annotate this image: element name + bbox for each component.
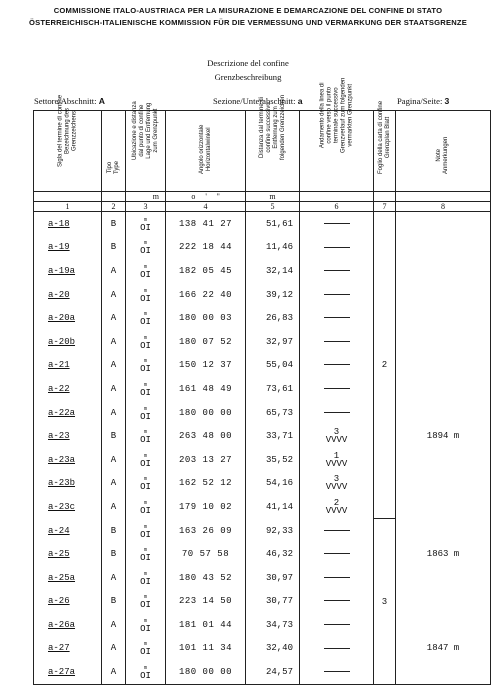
table-row — [34, 283, 491, 307]
table-row — [34, 495, 491, 519]
header-angolo: Angolo orizzontale Horizontalwinkel — [166, 111, 246, 192]
cell-tipo: A — [102, 613, 126, 637]
cell-ubicazione — [126, 424, 166, 448]
cell-distanza: 32,14 — [246, 259, 300, 283]
cell-ubicazione — [126, 212, 166, 236]
page-field — [397, 96, 449, 106]
table-row — [34, 306, 491, 330]
location-code: OI — [140, 293, 151, 304]
location-code: OI — [140, 505, 151, 516]
table-row — [34, 519, 491, 543]
location-marker: m — [143, 617, 147, 624]
cell-tipo: A — [102, 401, 126, 425]
cell-ubicazione — [126, 306, 166, 330]
cell-foglio: 3 — [374, 519, 396, 685]
cell-andamento — [300, 448, 374, 472]
vvvv-symbol: VVVV — [325, 482, 348, 493]
cell-ubicazione — [126, 637, 166, 661]
location-code: OI — [140, 623, 151, 634]
cell-andamento — [300, 236, 374, 260]
document-title-it: Descrizione del confine — [207, 58, 289, 68]
commission-title-it: COMMISSIONE ITALO-AUSTRIACA PER LA MISURAZIONE E DEMARCAZIONE DEL CONFINE DI STATO — [53, 6, 443, 15]
location-marker: m — [143, 476, 147, 483]
section-label: Sezione/Unterabschnitt: — [213, 96, 296, 106]
location-marker: m — [143, 405, 147, 412]
cell-tipo: B — [102, 542, 126, 566]
cell-distanza: 39,12 — [246, 283, 300, 307]
table-row — [34, 637, 491, 661]
cell-ubicazione — [126, 259, 166, 283]
straight-line-icon — [324, 412, 350, 413]
cell-distanza: 35,52 — [246, 448, 300, 472]
cell-distanza: 92,33 — [246, 519, 300, 543]
straight-line-icon — [324, 530, 350, 531]
cell-sigla: a-20 — [34, 283, 102, 307]
cell-sigla: a-20a — [34, 306, 102, 330]
table-row — [34, 424, 491, 448]
straight-line-icon — [324, 270, 350, 271]
table-row — [34, 354, 491, 378]
cell-distanza: 46,32 — [246, 542, 300, 566]
cell-angolo: 101 11 34 — [166, 637, 246, 661]
cell-note — [396, 283, 491, 307]
cell-note — [396, 495, 491, 519]
cell-andamento — [300, 566, 374, 590]
cell-note — [396, 472, 491, 496]
cell-sigla: a-22 — [34, 377, 102, 401]
cell-sigla: a-23b — [34, 472, 102, 496]
cell-tipo: A — [102, 660, 126, 684]
location-marker: m — [143, 216, 147, 223]
location-code: OI — [140, 435, 151, 446]
straight-line-icon — [324, 388, 350, 389]
location-marker: m — [143, 665, 147, 672]
location-marker: m — [143, 594, 147, 601]
location-marker: m — [143, 499, 147, 506]
table-row — [34, 472, 491, 496]
table-row — [34, 259, 491, 283]
line-count: 3 — [333, 427, 340, 438]
table-row — [34, 660, 491, 684]
cell-andamento — [300, 660, 374, 684]
cell-distanza: 11,46 — [246, 236, 300, 260]
cell-ubicazione — [126, 566, 166, 590]
straight-line-icon — [324, 341, 350, 342]
cell-distanza: 54,16 — [246, 472, 300, 496]
cell-tipo: B — [102, 590, 126, 614]
location-marker: m — [143, 381, 147, 388]
table-row — [34, 613, 491, 637]
header-foglio: Foglio della carta di confine Grenzplan Blatt — [374, 111, 396, 192]
cell-distanza: 33,71 — [246, 424, 300, 448]
cell-distanza: 30,97 — [246, 566, 300, 590]
location-code: OI — [140, 458, 151, 469]
location-marker: m — [143, 547, 147, 554]
page-label: Pagina/Seite: — [397, 96, 443, 106]
cell-ubicazione — [126, 613, 166, 637]
cell-angolo: 180 43 52 — [166, 566, 246, 590]
line-count: 3 — [333, 474, 340, 485]
straight-line-icon — [324, 577, 350, 578]
unit-m: m — [126, 192, 166, 202]
cell-note — [396, 306, 491, 330]
cell-note — [396, 377, 491, 401]
cell-ubicazione — [126, 590, 166, 614]
cell-andamento — [300, 424, 374, 448]
cell-sigla: a-23 — [34, 424, 102, 448]
table-row — [34, 401, 491, 425]
document-title-de: Grenzbeschreibung — [214, 72, 282, 82]
cell-tipo: A — [102, 354, 126, 378]
cell-tipo: A — [102, 283, 126, 307]
table-row — [34, 448, 491, 472]
location-marker: m — [143, 523, 147, 530]
location-code: OI — [140, 600, 151, 611]
cell-distanza: 30,77 — [246, 590, 300, 614]
section-value: a — [297, 96, 303, 106]
location-code: OI — [140, 576, 151, 587]
cell-tipo: A — [102, 637, 126, 661]
cell-note — [396, 259, 491, 283]
cell-andamento — [300, 306, 374, 330]
column-numbers: 1 2 3 4 5 6 7 8 — [34, 202, 491, 212]
cell-ubicazione — [126, 401, 166, 425]
unit-row — [34, 192, 491, 202]
location-code: OI — [140, 340, 151, 351]
cell-sigla: a-25a — [34, 566, 102, 590]
cell-distanza: 55,04 — [246, 354, 300, 378]
cell-angolo: 223 14 50 — [166, 590, 246, 614]
header-note: Note Anmerkungen — [396, 111, 491, 192]
cell-ubicazione — [126, 377, 166, 401]
straight-line-icon — [324, 223, 350, 224]
cell-tipo: B — [102, 519, 126, 543]
cell-note — [396, 236, 491, 260]
location-marker: m — [143, 240, 147, 247]
straight-line-icon — [324, 600, 350, 601]
location-marker: m — [143, 334, 147, 341]
straight-line-icon — [324, 317, 350, 318]
straight-line-icon — [324, 364, 350, 365]
location-code: OI — [140, 269, 151, 280]
cell-note — [396, 354, 491, 378]
cell-andamento — [300, 354, 374, 378]
cell-angolo: 163 26 09 — [166, 519, 246, 543]
cell-sigla: a-22a — [34, 401, 102, 425]
cell-andamento — [300, 212, 374, 236]
unit-m-distance: m — [246, 192, 300, 202]
location-code: OI — [140, 553, 151, 564]
cell-tipo: A — [102, 472, 126, 496]
location-code: OI — [140, 482, 151, 493]
location-marker: m — [143, 263, 147, 270]
cell-tipo: B — [102, 236, 126, 260]
cell-tipo: A — [102, 566, 126, 590]
location-marker: m — [143, 311, 147, 318]
cell-ubicazione — [126, 354, 166, 378]
cell-ubicazione — [126, 283, 166, 307]
straight-line-icon — [324, 294, 350, 295]
cell-sigla: a-19a — [34, 259, 102, 283]
location-code: OI — [140, 317, 151, 328]
cell-andamento — [300, 542, 374, 566]
table-row — [34, 236, 491, 260]
location-marker: m — [143, 287, 147, 294]
cell-angolo: 181 01 44 — [166, 613, 246, 637]
cell-tipo: A — [102, 448, 126, 472]
vvvv-symbol: VVVV — [325, 458, 348, 469]
cell-angolo: 161 48 49 — [166, 377, 246, 401]
sector-value: A — [98, 96, 105, 106]
cell-ubicazione — [126, 519, 166, 543]
commission-title-de: ÖSTERREICHISCH-ITALIENISCHE KOMMISSION FÜR DIE VERMESSUNG UND VERMARKUNG DER STAATSGRENZE — [28, 18, 467, 27]
cell-andamento — [300, 377, 374, 401]
cell-sigla: a-19 — [34, 236, 102, 260]
location-marker: m — [143, 641, 147, 648]
location-code: OI — [140, 387, 151, 398]
cell-note — [396, 448, 491, 472]
cell-sigla: a-23c — [34, 495, 102, 519]
page-value: 3 — [444, 96, 450, 106]
cell-ubicazione — [126, 448, 166, 472]
cell-andamento — [300, 401, 374, 425]
column-headers — [34, 111, 491, 192]
table-body — [34, 212, 491, 685]
cell-sigla: a-26 — [34, 590, 102, 614]
cell-angolo: 179 10 02 — [166, 495, 246, 519]
vvvv-symbol: VVVV — [325, 435, 348, 446]
header-sigla: Sigla del termine di confine Bezeichnung des Grenzzeichens — [34, 111, 102, 192]
cell-andamento — [300, 519, 374, 543]
cell-ubicazione — [126, 660, 166, 684]
cell-andamento — [300, 283, 374, 307]
cell-andamento — [300, 613, 374, 637]
cell-angolo: 162 52 12 — [166, 472, 246, 496]
cell-angolo: 180 00 03 — [166, 306, 246, 330]
cell-note: 1894 m — [396, 424, 491, 448]
cell-note — [396, 613, 491, 637]
cell-ubicazione — [126, 236, 166, 260]
cell-sigla: a-23a — [34, 448, 102, 472]
vvvv-symbol: VVVV — [325, 505, 348, 516]
cell-angolo: 180 00 00 — [166, 660, 246, 684]
header-ubicazione: Ubicazione e distanza dal punto di confine Lage und Entfernung zum Grenzpunkt — [126, 111, 166, 192]
location-marker: m — [143, 429, 147, 436]
straight-line-icon — [324, 553, 350, 554]
cell-ubicazione — [126, 495, 166, 519]
unit-angle: o ' '' — [166, 192, 246, 202]
cell-distanza: 26,83 — [246, 306, 300, 330]
cell-note: 1847 m — [396, 637, 491, 661]
straight-line-icon — [324, 247, 350, 248]
cell-tipo: A — [102, 495, 126, 519]
straight-line-icon — [324, 624, 350, 625]
location-marker: m — [143, 452, 147, 459]
cell-sigla: a-27a — [34, 660, 102, 684]
cell-distanza: 32,97 — [246, 330, 300, 354]
line-count: 1 — [333, 450, 340, 461]
cell-note — [396, 330, 491, 354]
cell-sigla: a-21 — [34, 354, 102, 378]
cell-note: 1863 m — [396, 542, 491, 566]
cell-note — [396, 401, 491, 425]
cell-sigla: a-27 — [34, 637, 102, 661]
table-row — [34, 542, 491, 566]
table-row — [34, 590, 491, 614]
cell-angolo: 182 05 45 — [166, 259, 246, 283]
cell-andamento — [300, 637, 374, 661]
cell-note — [396, 590, 491, 614]
cell-angolo: 166 22 40 — [166, 283, 246, 307]
cell-distanza: 73,61 — [246, 377, 300, 401]
table-row — [34, 566, 491, 590]
table-row — [34, 212, 491, 236]
cell-foglio: 2 — [374, 212, 396, 519]
cell-sigla: a-24 — [34, 519, 102, 543]
cell-angolo: 138 41 27 — [166, 212, 246, 236]
cell-andamento — [300, 590, 374, 614]
location-code: OI — [140, 246, 151, 257]
cell-angolo: 180 07 52 — [166, 330, 246, 354]
cell-andamento — [300, 495, 374, 519]
cell-tipo: B — [102, 424, 126, 448]
cell-ubicazione — [126, 472, 166, 496]
cell-sigla: a-25 — [34, 542, 102, 566]
cell-distanza: 24,57 — [246, 660, 300, 684]
straight-line-icon — [324, 671, 350, 672]
header-tipo: Tipo Type — [102, 111, 126, 192]
cell-angolo: 203 13 27 — [166, 448, 246, 472]
table-row — [34, 377, 491, 401]
cell-angolo: 222 18 44 — [166, 236, 246, 260]
line-count: 2 — [333, 497, 340, 508]
table-row — [34, 330, 491, 354]
location-code: OI — [140, 222, 151, 233]
header-distanza: Distanza dal termine di confine successivo Entfernung zum folgenden Grenzzeichen — [246, 111, 300, 192]
cell-tipo: B — [102, 212, 126, 236]
cell-sigla: a-26a — [34, 613, 102, 637]
cell-distanza: 51,61 — [246, 212, 300, 236]
cell-ubicazione — [126, 330, 166, 354]
cell-angolo: 150 12 37 — [166, 354, 246, 378]
cell-note — [396, 566, 491, 590]
cell-distanza: 65,73 — [246, 401, 300, 425]
cell-tipo: A — [102, 306, 126, 330]
cell-sigla: a-18 — [34, 212, 102, 236]
location-code: OI — [140, 529, 151, 540]
cell-tipo: A — [102, 259, 126, 283]
cell-angolo: 70 57 58 — [166, 542, 246, 566]
cell-distanza: 34,73 — [246, 613, 300, 637]
cell-tipo: A — [102, 330, 126, 354]
cell-note — [396, 212, 491, 236]
cell-note — [396, 660, 491, 684]
cell-distanza: 41,14 — [246, 495, 300, 519]
location-marker: m — [143, 358, 147, 365]
cell-andamento — [300, 330, 374, 354]
cell-note — [396, 519, 491, 543]
location-code: OI — [140, 411, 151, 422]
section-field — [213, 96, 303, 106]
straight-line-icon — [324, 648, 350, 649]
location-code: OI — [140, 647, 151, 658]
header-andamento: Andamento della linea di confine verso il punto terminale successivo Grenzverlauf zum folgenden vermarkten Grenzpunkt — [300, 111, 374, 192]
location-marker: m — [143, 570, 147, 577]
cell-angolo: 180 00 00 — [166, 401, 246, 425]
cell-angolo: 263 48 00 — [166, 424, 246, 448]
cell-andamento — [300, 259, 374, 283]
cell-sigla: a-20b — [34, 330, 102, 354]
cell-andamento — [300, 472, 374, 496]
location-code: OI — [140, 671, 151, 682]
sector-label: Settore/Abschnitt: — [34, 96, 97, 106]
cell-ubicazione — [126, 542, 166, 566]
cell-tipo: A — [102, 377, 126, 401]
location-code: OI — [140, 364, 151, 375]
cell-distanza: 32,40 — [246, 637, 300, 661]
